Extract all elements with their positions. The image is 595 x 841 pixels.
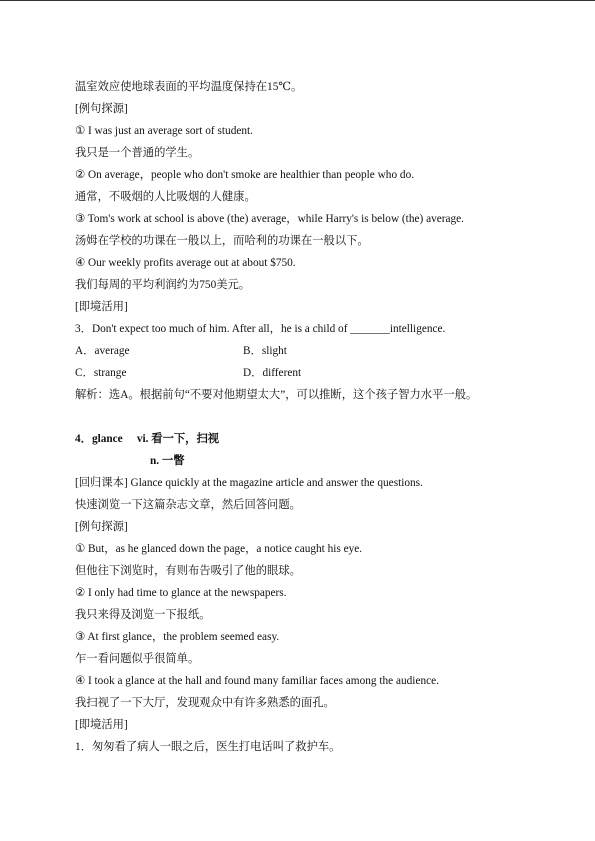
option-d: D．different bbox=[243, 367, 302, 379]
translation-line: 温室效应使地球表面的平均温度保持在15℃。 bbox=[75, 81, 303, 93]
word-pos: n. bbox=[150, 455, 160, 467]
options-row bbox=[75, 362, 555, 384]
word-definition: 一瞥 bbox=[161, 455, 185, 467]
section-heading: [例句探源] bbox=[75, 103, 128, 115]
exercise-question: 3．Don't expect too much of him. After all，he is a child of _______intelligence. bbox=[75, 323, 446, 335]
word-entry-heading bbox=[75, 428, 555, 450]
example-sentence: ② I only had time to glance at the newspapers. bbox=[75, 587, 287, 599]
section-heading: [例句探源] bbox=[75, 521, 128, 533]
word-headword: 4．glance bbox=[75, 433, 123, 445]
example-translation: 但他往下浏览时，有则布告吸引了他的眼球。 bbox=[75, 565, 301, 577]
section-heading: [即境活用] bbox=[75, 719, 128, 731]
exercise-question: 1．匆匆看了病人一眼之后，医生打电话叫了救护车。 bbox=[75, 741, 341, 753]
example-translation: 通常，不吸烟的人比吸烟的人健康。 bbox=[75, 191, 256, 203]
example-translation: 我们每周的平均利润约为750美元。 bbox=[75, 279, 251, 291]
example-translation: 我扫视了一下大厅，发现观众中有许多熟悉的面孔。 bbox=[75, 697, 335, 709]
example-sentence: ① But，as he glanced down the page，a notice caught his eye. bbox=[75, 543, 363, 555]
option-c: C．strange bbox=[75, 367, 127, 379]
example-translation: 我只来得及浏览一下报纸。 bbox=[75, 609, 211, 621]
example-translation: 我只是一个普通的学生。 bbox=[75, 147, 200, 159]
top-rule bbox=[0, 0, 595, 1]
options-row bbox=[75, 340, 555, 362]
word-definition: 看一下，扫视 bbox=[151, 433, 220, 445]
textbook-sentence: [回归课本] Glance quickly at the magazine article and answer the questions. bbox=[75, 477, 423, 489]
spacer bbox=[75, 406, 555, 428]
example-sentence: ④ Our weekly profits average out at about $750. bbox=[75, 257, 296, 269]
example-translation: 快速浏览一下这篇杂志文章，然后回答问题。 bbox=[75, 499, 301, 511]
document-body bbox=[75, 76, 555, 758]
example-sentence: ② On average，people who don't smoke are healthier than people who do. bbox=[75, 169, 415, 181]
example-translation: 汤姆在学校的功课在一般以上，而哈利的功课在一般以下。 bbox=[75, 235, 369, 247]
example-sentence: ③ Tom's work at school is above (the) average，while Harry's is below (the) average. bbox=[75, 213, 465, 225]
option-a: A．average bbox=[75, 345, 130, 357]
word-pos: vi. bbox=[136, 433, 149, 445]
word-entry-sub bbox=[75, 450, 555, 472]
example-translation: 乍一看问题似乎很简单。 bbox=[75, 653, 200, 665]
section-heading: [即境活用] bbox=[75, 301, 128, 313]
answer-explanation: 解析：选A。根据前句“不要对他期望太大”，可以推断，这个孩子智力水平一般。 bbox=[75, 389, 478, 401]
example-sentence: ① I was just an average sort of student. bbox=[75, 125, 253, 137]
example-sentence: ③ At first glance，the problem seemed easy. bbox=[75, 631, 280, 643]
example-sentence: ④ I took a glance at the hall and found many familiar faces among the audience. bbox=[75, 675, 439, 687]
option-b: B．slight bbox=[243, 345, 287, 357]
